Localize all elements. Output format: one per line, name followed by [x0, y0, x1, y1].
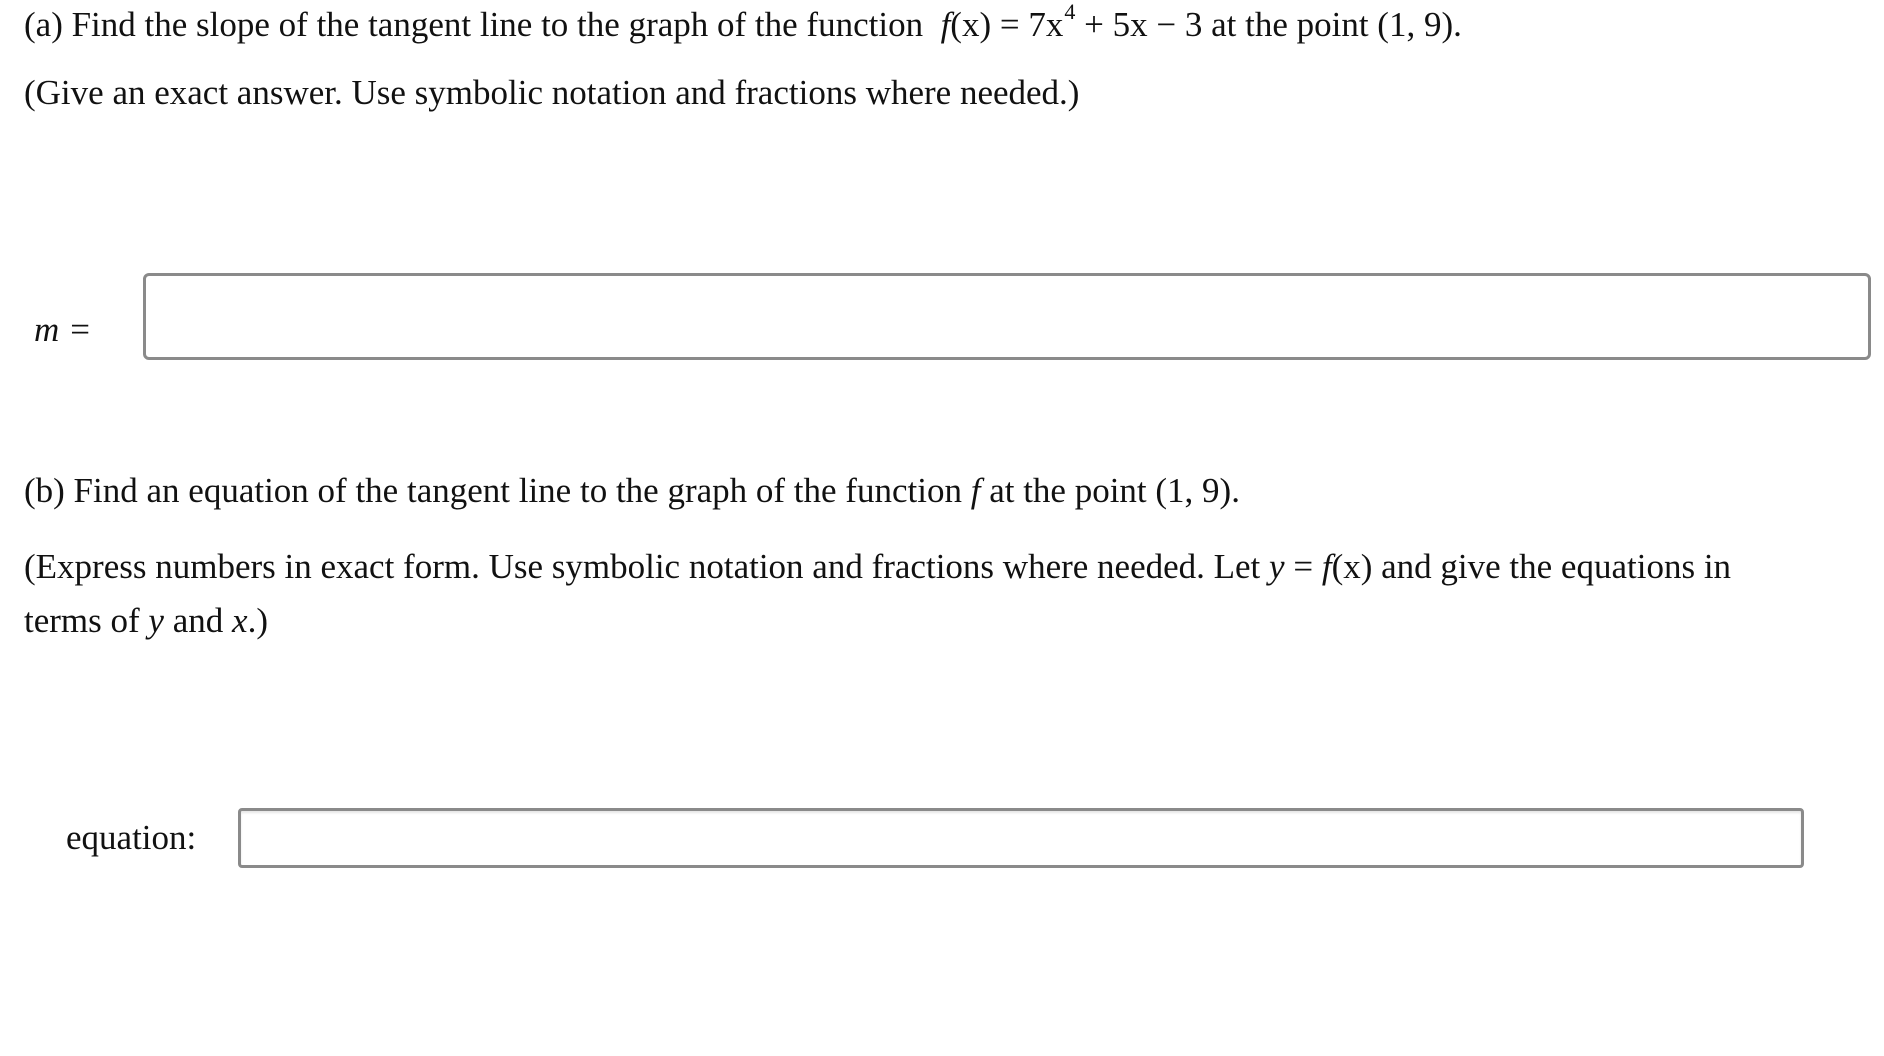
- instruction-close: .): [247, 601, 268, 640]
- part-a-instruction: (Give an exact answer. Use symbolic notation and fractions where needed.): [24, 73, 1080, 112]
- instruction-and: and: [172, 601, 224, 640]
- instruction-text: (Express numbers in exact form. Use symbolic notation and fractions where needed. Let: [24, 547, 1261, 586]
- part-a-question: [24, 0, 1462, 50]
- part-a-prefix: (a) Find the slope of the tangent line to the graph of the function: [24, 5, 924, 44]
- function-exponent: 4: [1064, 0, 1076, 24]
- part-b-instruction-line1: [24, 546, 1731, 588]
- instruction-f: f: [1321, 547, 1332, 586]
- part-a-point: at the point (1, 9).: [1211, 5, 1462, 44]
- function-definition: (x) = 7x: [950, 5, 1064, 44]
- instruction-text-post: and give the equations in: [1381, 547, 1732, 586]
- slope-input[interactable]: [143, 273, 1871, 360]
- function-rest: + 5x − 3: [1084, 5, 1203, 44]
- instruction-y: y: [1269, 547, 1285, 586]
- function-name: f: [940, 5, 951, 44]
- part-b-question: [24, 470, 1240, 512]
- part-b-prefix: (b) Find an equation of the tangent line to the graph of the function: [24, 471, 962, 510]
- part-b-instruction-line2: [24, 600, 268, 642]
- instruction-equals: =: [1293, 547, 1314, 586]
- instruction-x: x: [232, 601, 248, 640]
- equation-input[interactable]: [238, 808, 1804, 868]
- part-b-point: at the point (1, 9).: [989, 471, 1240, 510]
- part-b-function-name: f: [970, 471, 981, 510]
- slope-label: m =: [34, 310, 92, 349]
- instruction-terms-of: terms of: [24, 601, 140, 640]
- equation-label: equation:: [66, 818, 197, 857]
- instruction-fx: (x): [1331, 547, 1373, 586]
- part-a-function: [932, 0, 1203, 44]
- instruction-y2: y: [148, 601, 164, 640]
